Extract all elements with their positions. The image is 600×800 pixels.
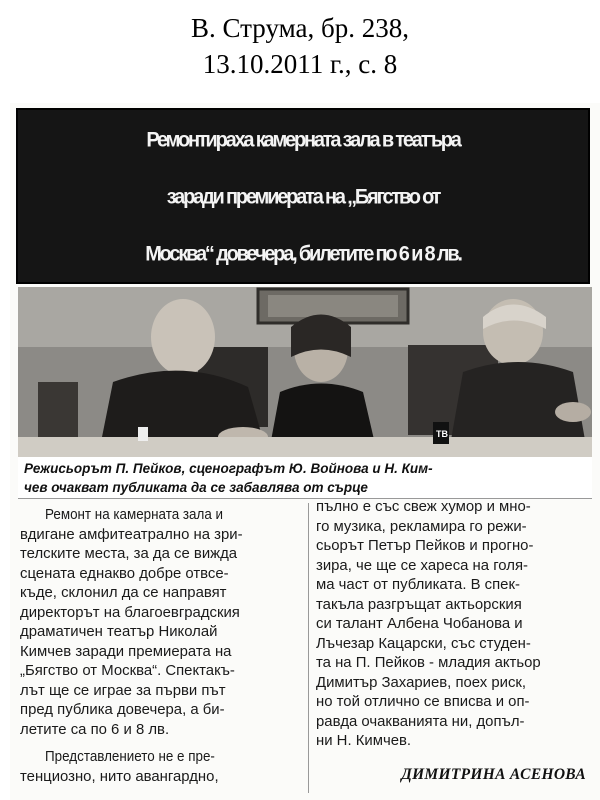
article-line: ни Н. Кимчев.	[316, 732, 412, 749]
article-line: драматичен театър Николай	[20, 623, 218, 640]
source-reference	[0, 10, 600, 82]
article-line: Кимчев заради премиерата на	[20, 642, 232, 660]
article-line: равда очакванията ни, допъл-	[316, 712, 525, 730]
article-line: Представлението не е пре-	[45, 748, 215, 765]
person-left	[151, 299, 215, 375]
article-line: лът ще се играе за първи път	[20, 681, 226, 699]
caption-line-1: Режисьорът П. Пейков, сценографът Ю. Войнова и Н. Ким-	[24, 461, 433, 476]
caption-line-2: чев очакват публиката да се забавлява от сърце	[24, 480, 368, 495]
article-line: такъла разгръщат актьорския	[316, 595, 522, 613]
article-column-1	[20, 505, 302, 786]
article-line: Лъчезар Кацарски, със студен-	[316, 634, 531, 652]
article-line: го музика, рекламира го режи-	[316, 517, 527, 535]
article-line: „Бягство от Москва“. Спектакъ-	[20, 662, 235, 679]
headline-line-1: Ремонтираха камерната зала в театъра	[146, 128, 460, 152]
source-line-1: В. Струма, бр. 238,	[191, 13, 409, 43]
article-line: Димитър Захариев, поех риск,	[316, 673, 527, 691]
author-byline: ДИМИТРИНА АСЕНОВА	[401, 766, 586, 783]
article-line: пред публика довечера, а би-	[20, 701, 225, 718]
article-line: но той отлично се вписва и оп-	[316, 693, 530, 710]
article-line: пълно е със свеж хумор и мно-	[316, 498, 531, 515]
article-photo	[18, 287, 592, 457]
article-line: сцената еднакво добре отвсе-	[20, 564, 229, 582]
article-column-2	[316, 497, 598, 751]
article-line: директорът на благоевградския	[20, 603, 240, 621]
article-line: телските места, за да се вижда	[20, 545, 238, 562]
article-line: Ремонт на камерната зала и	[45, 506, 223, 523]
article-line: къде, склонил да се направят	[20, 584, 227, 601]
article-line: тенциозно, нито авангардно,	[20, 767, 219, 785]
headline-box	[16, 108, 590, 284]
desk-sign-text: ТВ	[436, 429, 448, 439]
newspaper-clipping	[10, 103, 600, 800]
article-line: летите са по 6 и 8 лв.	[20, 720, 170, 738]
photo-caption	[18, 457, 592, 499]
headline-line-3: Москва“ довечера, билетите по 6 и 8 лв.	[145, 242, 461, 266]
article-line: си талант Албена Чобанова и	[316, 615, 523, 632]
article-line: вдигане амфитеатрално на зри-	[20, 525, 243, 543]
photo-illustration	[18, 287, 592, 457]
article-line: та на П. Пейков - младия актьор	[316, 654, 541, 671]
article-line: ма част от публиката. В спек-	[316, 576, 520, 593]
article-line: сьорът Петър Пейков и прогно-	[316, 537, 534, 554]
headline-line-2: заради премиерата на „Бягство от	[166, 185, 440, 209]
paragraph-gap	[20, 739, 300, 747]
source-line-2: 13.10.2011 г., с. 8	[202, 49, 398, 79]
column-divider	[308, 503, 309, 793]
article-line: зира, че ще се хареса на голя-	[316, 556, 528, 574]
